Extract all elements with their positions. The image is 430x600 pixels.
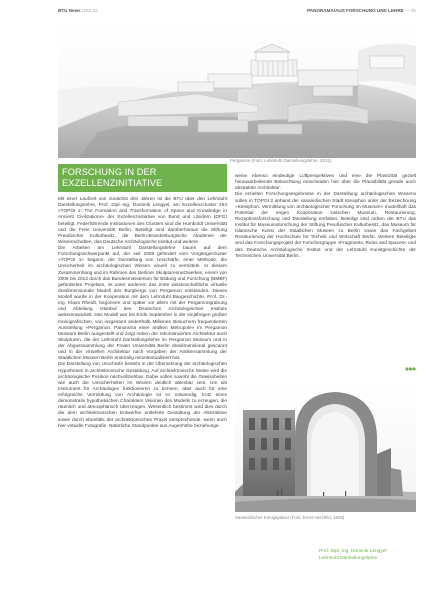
header-right bbox=[307, 8, 416, 13]
page-number: 25 bbox=[410, 8, 416, 13]
right-paragraph: Die erzielten Forschungsergebnisse in der Darstellung archäologischen Wissens sollen in TOPOI 2 anhand der sasanidischen Stadt Ktesiphon unter der Bezeichnung »Ktesiphon. Vermittlung von archäologischer Forschung im Museum« modellhaft das Potential der engen Kooperation zwischen Museum, Restaurierung, Rezeptionsforschung und Darstellung entfalten. Beteiligt sind neben der BTU das Institut für Museumsforschung der Stiftung Preußischer Kulturbesitz, das Museum für Islamische Kunst der Staatlichen Museen zu Berlin sowie das Fachgebiet Restaurierung der Hochschule für Technik und Wirtschaft Berlin. Weitere Beteiligte sind das Forschungsprojekt der Forschergruppe »Fragments, Ruins and Spaces« und das Deutsche Archäologische Institut und der Lehrstuhl Kunstgeschichte der Technischen Universität Berlin. bbox=[235, 192, 416, 259]
title-line-1: FORSCHUNG IN DER bbox=[62, 167, 157, 177]
section-name: PANORAMA bbox=[307, 8, 334, 13]
title-line-2: EXZELLENZINITIATIVE bbox=[62, 178, 163, 188]
sasanian-palace-illustration bbox=[235, 384, 416, 512]
end-mark-icon bbox=[405, 367, 416, 371]
model-caption: Pergamon (Foto: Lehrstuhl Darstellungslehre, 2012) bbox=[230, 158, 332, 163]
section-sub: AUS FORSCHUNG UND LEHRE bbox=[335, 8, 404, 13]
author-affiliation: Lehrstuhl Darstellungslehre bbox=[319, 556, 378, 561]
issue-label: DEZ 12 bbox=[82, 8, 98, 13]
left-paragraph: Mit einer Laufzeit von zunächst drei Jahren ist die BTU über den Lehrstuhl Darstellungslehre, Prof. Dipl.-Ing. Dominik Lengyel, am Exzellenzcluster 264 »TOPOI 2: The Formation and Transformation of Space and Knowledge in Ancient Civilizations« der Exzellenzinitiative von Bund und Ländern (DFG) beteiligt. Federführende Institutionen des Clusters sind die Humboldt Universität und die Freie Universität Berlin. Beteiligt sind darüberhinaus die Stiftung Preußischer Kulturbesitz, die Berlin-Brandenburgische Akademie der Wissenschaften, das Deutsche Archäologische Institut und weitere. bbox=[58, 197, 227, 245]
page-number-separator: — bbox=[405, 8, 411, 13]
sasanian-palace-image bbox=[235, 384, 416, 512]
left-paragraph: Die Arbeiten am Lehrstuhl Darstellungslehre bauen auf dem Forschungsschwerpunkt auf, der seit 2008 gefördert vom Vorgängercluster »TOPOI 1« begann, der Darstellung von Unschärfe, einer Methode, die Unsicherheit im archäologischen Wissen visuell zu vermitteln. In diesem Zusammenhang und im Rahmen des Berliner Skulpturennetzwerkes, einem von 2009 bis 2012 durch das Bundesministerium für Bildung und Forschung (BMBF) geförderten Projektes, ist unter anderem das erste wissenschaftliche virtuelle dreidimensionale Modell des Burgbergs von Pergamon entstanden. Dieses Modell wurde in der Kooperation mit dem Lehrstuhl Baugeschichte, Prof. Dr.-Ing. Klaus Rheidt, begonnen und später vor allem mit der Pergamongrabung und Abteilung Istanbul des Deutschen Archäologischen Instituts weiterentwickelt. Das Modell war bis Ende September in der einjährigen großen monografischen, von insgesamt anderthalb Millionen Besuchern frequentierten Ausstellung »Pergamon. Panorama einer antiken Metropole« im Pergamon Museum Berlin ausgestellt und zeigt neben der rekonstruierten Architektur auch Skulpturen, die der Lehrstuhl Darstellungslehre im Pergamon Museum und in der Abgusssammlung der Freien Universität Berlin dreidimensional gescannt und in der virtuellen Architektur nach Vorgaben der Antikensammlung der Staatlichen Museen Berlin erstmalig rekontextualisiert hat. bbox=[58, 246, 227, 362]
left-paragraph: Die Darstellung von Unschärfe besteht in der Übersetzung der archäologischen Hypothesen in architektonische Gestaltung. Auf architektonische Weise wird die archäologische Position nachvollziehbar. Dabei sollen sowohl die Gewissheiten wie auch die Unsicherheiten im Wissen deutlich ablesbar sein. Um als Instrument für Archäologen funktionieren zu können, aber auch für eine erfolgreiche Vermittlung von Archäologie ist es notwendig, trotz eines demonstrativ hypothetischen Charakters Visionen des Modells zu erzeugen, die räumlich und atmosphärisch überzeugen. Wesentlich bestimmt wird dies durch die dem architektonischen Entwerfen entlehnte Gestaltung der Abstraktion sowie durch ebenfalls der architektonischen Praxis entsprechende, wenn auch hier virtuelle Fotografie. Natürliche Standpunkte aus Augenhöhe beziehungs- bbox=[58, 362, 227, 429]
article-column-right bbox=[235, 174, 416, 260]
author-name: Prof. Dipl.-Ing. Dominik Lengyel bbox=[319, 549, 387, 554]
magazine-name: BTU News bbox=[58, 8, 81, 13]
author-block bbox=[319, 548, 386, 562]
right-paragraph: weise ebenso eindeutige Luftperspektiven und eine die Plastizität gezielt herausarbeitende Beleuchtung entscheiden hier über die Plausibilität gerade auch abstrakter Architektur. bbox=[235, 174, 416, 192]
section-separator: / bbox=[333, 8, 336, 13]
arch-caption: Sasanidischer Königspalast (Foto: Ernst Herzfeld, 1908) bbox=[235, 515, 345, 520]
pergamon-model-illustration bbox=[58, 20, 416, 158]
article-title bbox=[62, 167, 222, 189]
page-header bbox=[58, 8, 416, 18]
article-title-box bbox=[58, 164, 227, 192]
article-column-left bbox=[58, 197, 227, 430]
pergamon-model-image bbox=[58, 20, 416, 158]
header-left bbox=[58, 8, 98, 13]
